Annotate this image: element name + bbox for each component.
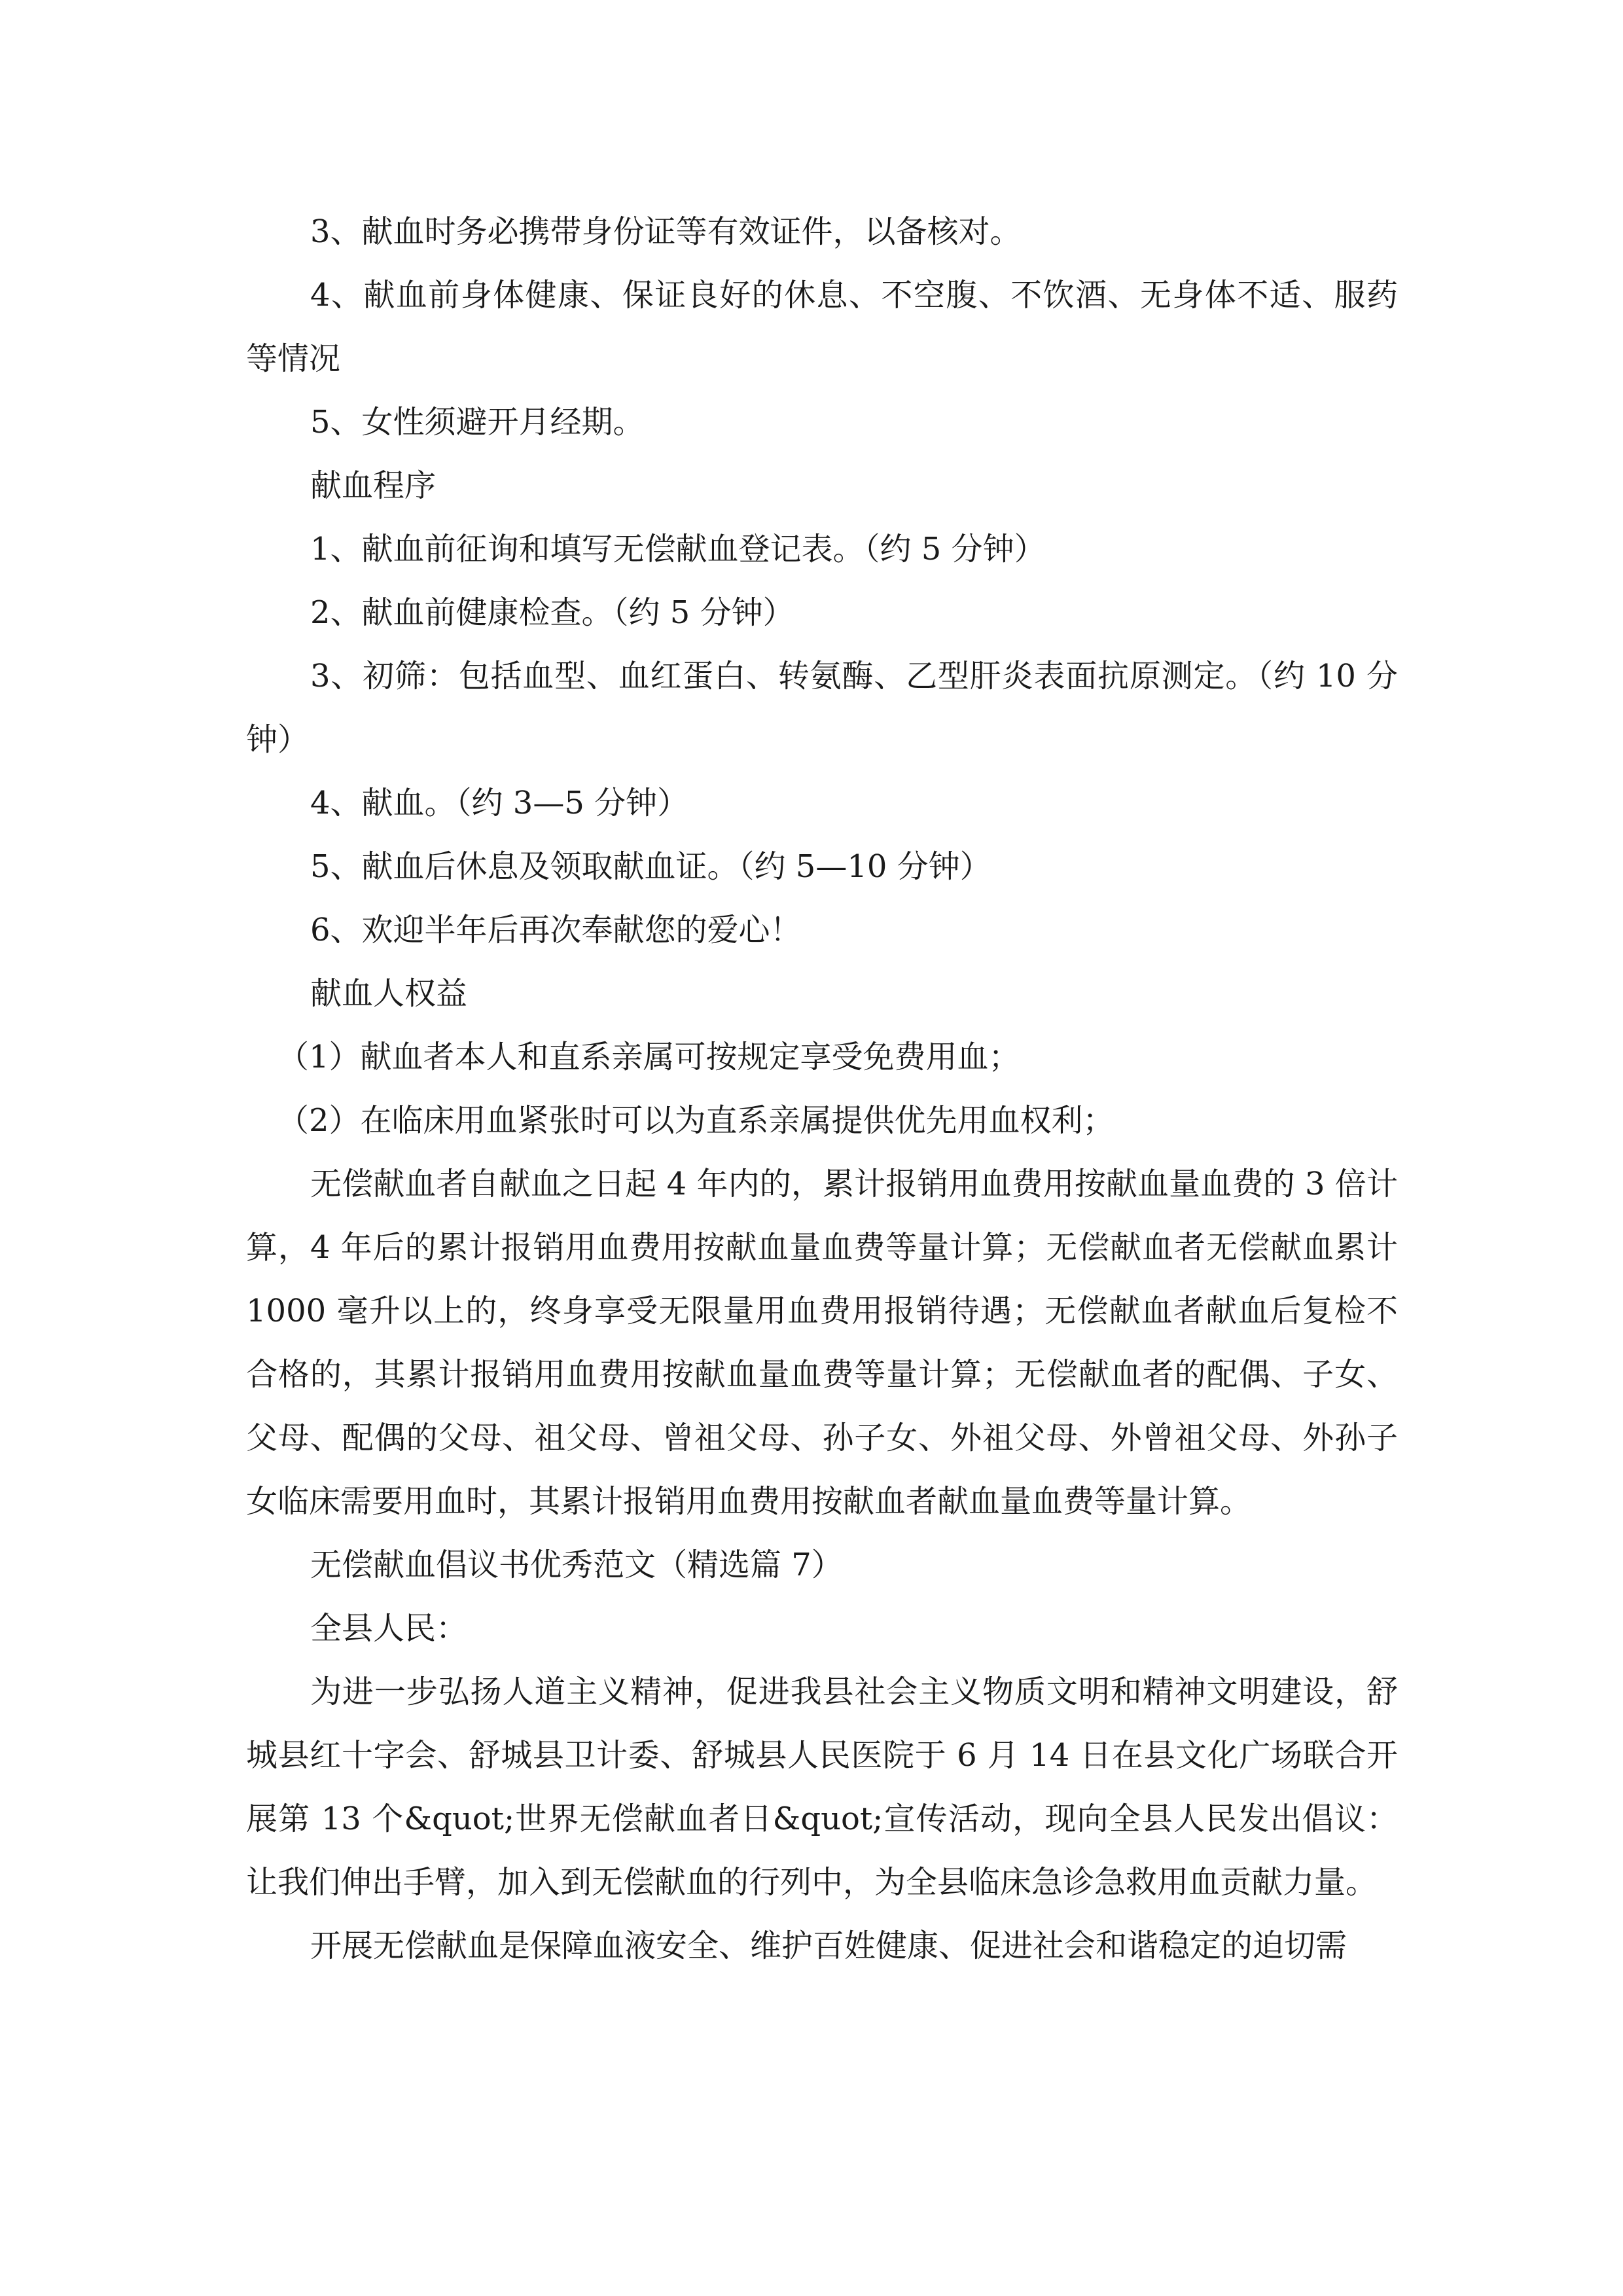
section-heading-procedure: 献血程序 xyxy=(310,467,437,504)
paragraph-step-5: 5、献血后休息及领取献血证。（约 5—10 分钟） xyxy=(310,848,991,885)
paragraph-step-6: 6、欢迎半年后再次奉献您的爱心！ xyxy=(310,912,802,948)
paragraph-req-4: 4、献血前身体健康、保证良好的休息、不空腹、不饮酒、无身体不适、服药等情况 xyxy=(246,277,1398,377)
paragraph-right-1: （1）献血者本人和直系亲属可按规定享受免费用血； xyxy=(277,1039,1020,1075)
paragraph-right-2: （2）在临床用血紧张时可以为直系亲属提供优先用血权利； xyxy=(277,1102,1115,1139)
paragraph-step-3: 3、初筛：包括血型、血红蛋白、转氨酶、乙型肝炎表面抗原测定。（约 10 分钟） xyxy=(246,658,1398,758)
paragraph-req-3: 3、献血时务必携带身份证等有效证件，以备核对。 xyxy=(310,213,1022,250)
paragraph-req-5: 5、女性须避开月经期。 xyxy=(310,404,645,440)
document-body xyxy=(246,200,1398,1978)
paragraph-reimbursement: 无偿献血者自献血之日起 4 年内的，累计报销用血费用按献血量血费的 3 倍计算，4 年后的累计报销用血费用按献血量血费等量计算；无偿献血者无偿献血累计 1000 毫升以上的，终身享受无限量用血费用报销待遇；无偿献血者献血后复检不合格的，其累计报销用血费用按献血量血费等量计算；无偿献血者的配偶、子女、父母、配偶的父母、祖父母、曾祖父母、孙子女、外祖父母、外曾祖父母、外孙子女临床需要用血时，其累计报销用血费用按献血者献血量血费等量计算。 xyxy=(246,1166,1398,1520)
paragraph-step-2: 2、献血前健康检查。（约 5 分钟） xyxy=(310,594,794,631)
paragraph-proposal-continued: 开展无偿献血是保障血液安全、维护百姓健康、促进社会和谐稳定的迫切需 xyxy=(310,1928,1347,1964)
section-heading-proposal: 无偿献血倡议书优秀范文（精选篇 7） xyxy=(310,1547,843,1583)
paragraph-salutation: 全县人民： xyxy=(310,1610,468,1647)
paragraph-step-4: 4、献血。（约 3—5 分钟） xyxy=(310,785,689,821)
paragraph-step-1: 1、献血前征询和填写无偿献血登记表。（约 5 分钟） xyxy=(310,531,1046,567)
section-heading-rights: 献血人权益 xyxy=(310,975,468,1012)
paragraph-proposal-body: 为进一步弘扬人道主义精神，促进我县社会主义物质文明和精神文明建设，舒城县红十字会、舒城县卫计委、舒城县人民医院于 6 月 14 日在县文化广场联合开展第 13 个&quot;世界无偿献血者日&quot;宣传活动，现向全县人民发出倡议：让我们伸出手臂，加入到无偿献血的行列中，为全县临床急诊急救用血贡献力量。 xyxy=(246,1674,1398,1901)
